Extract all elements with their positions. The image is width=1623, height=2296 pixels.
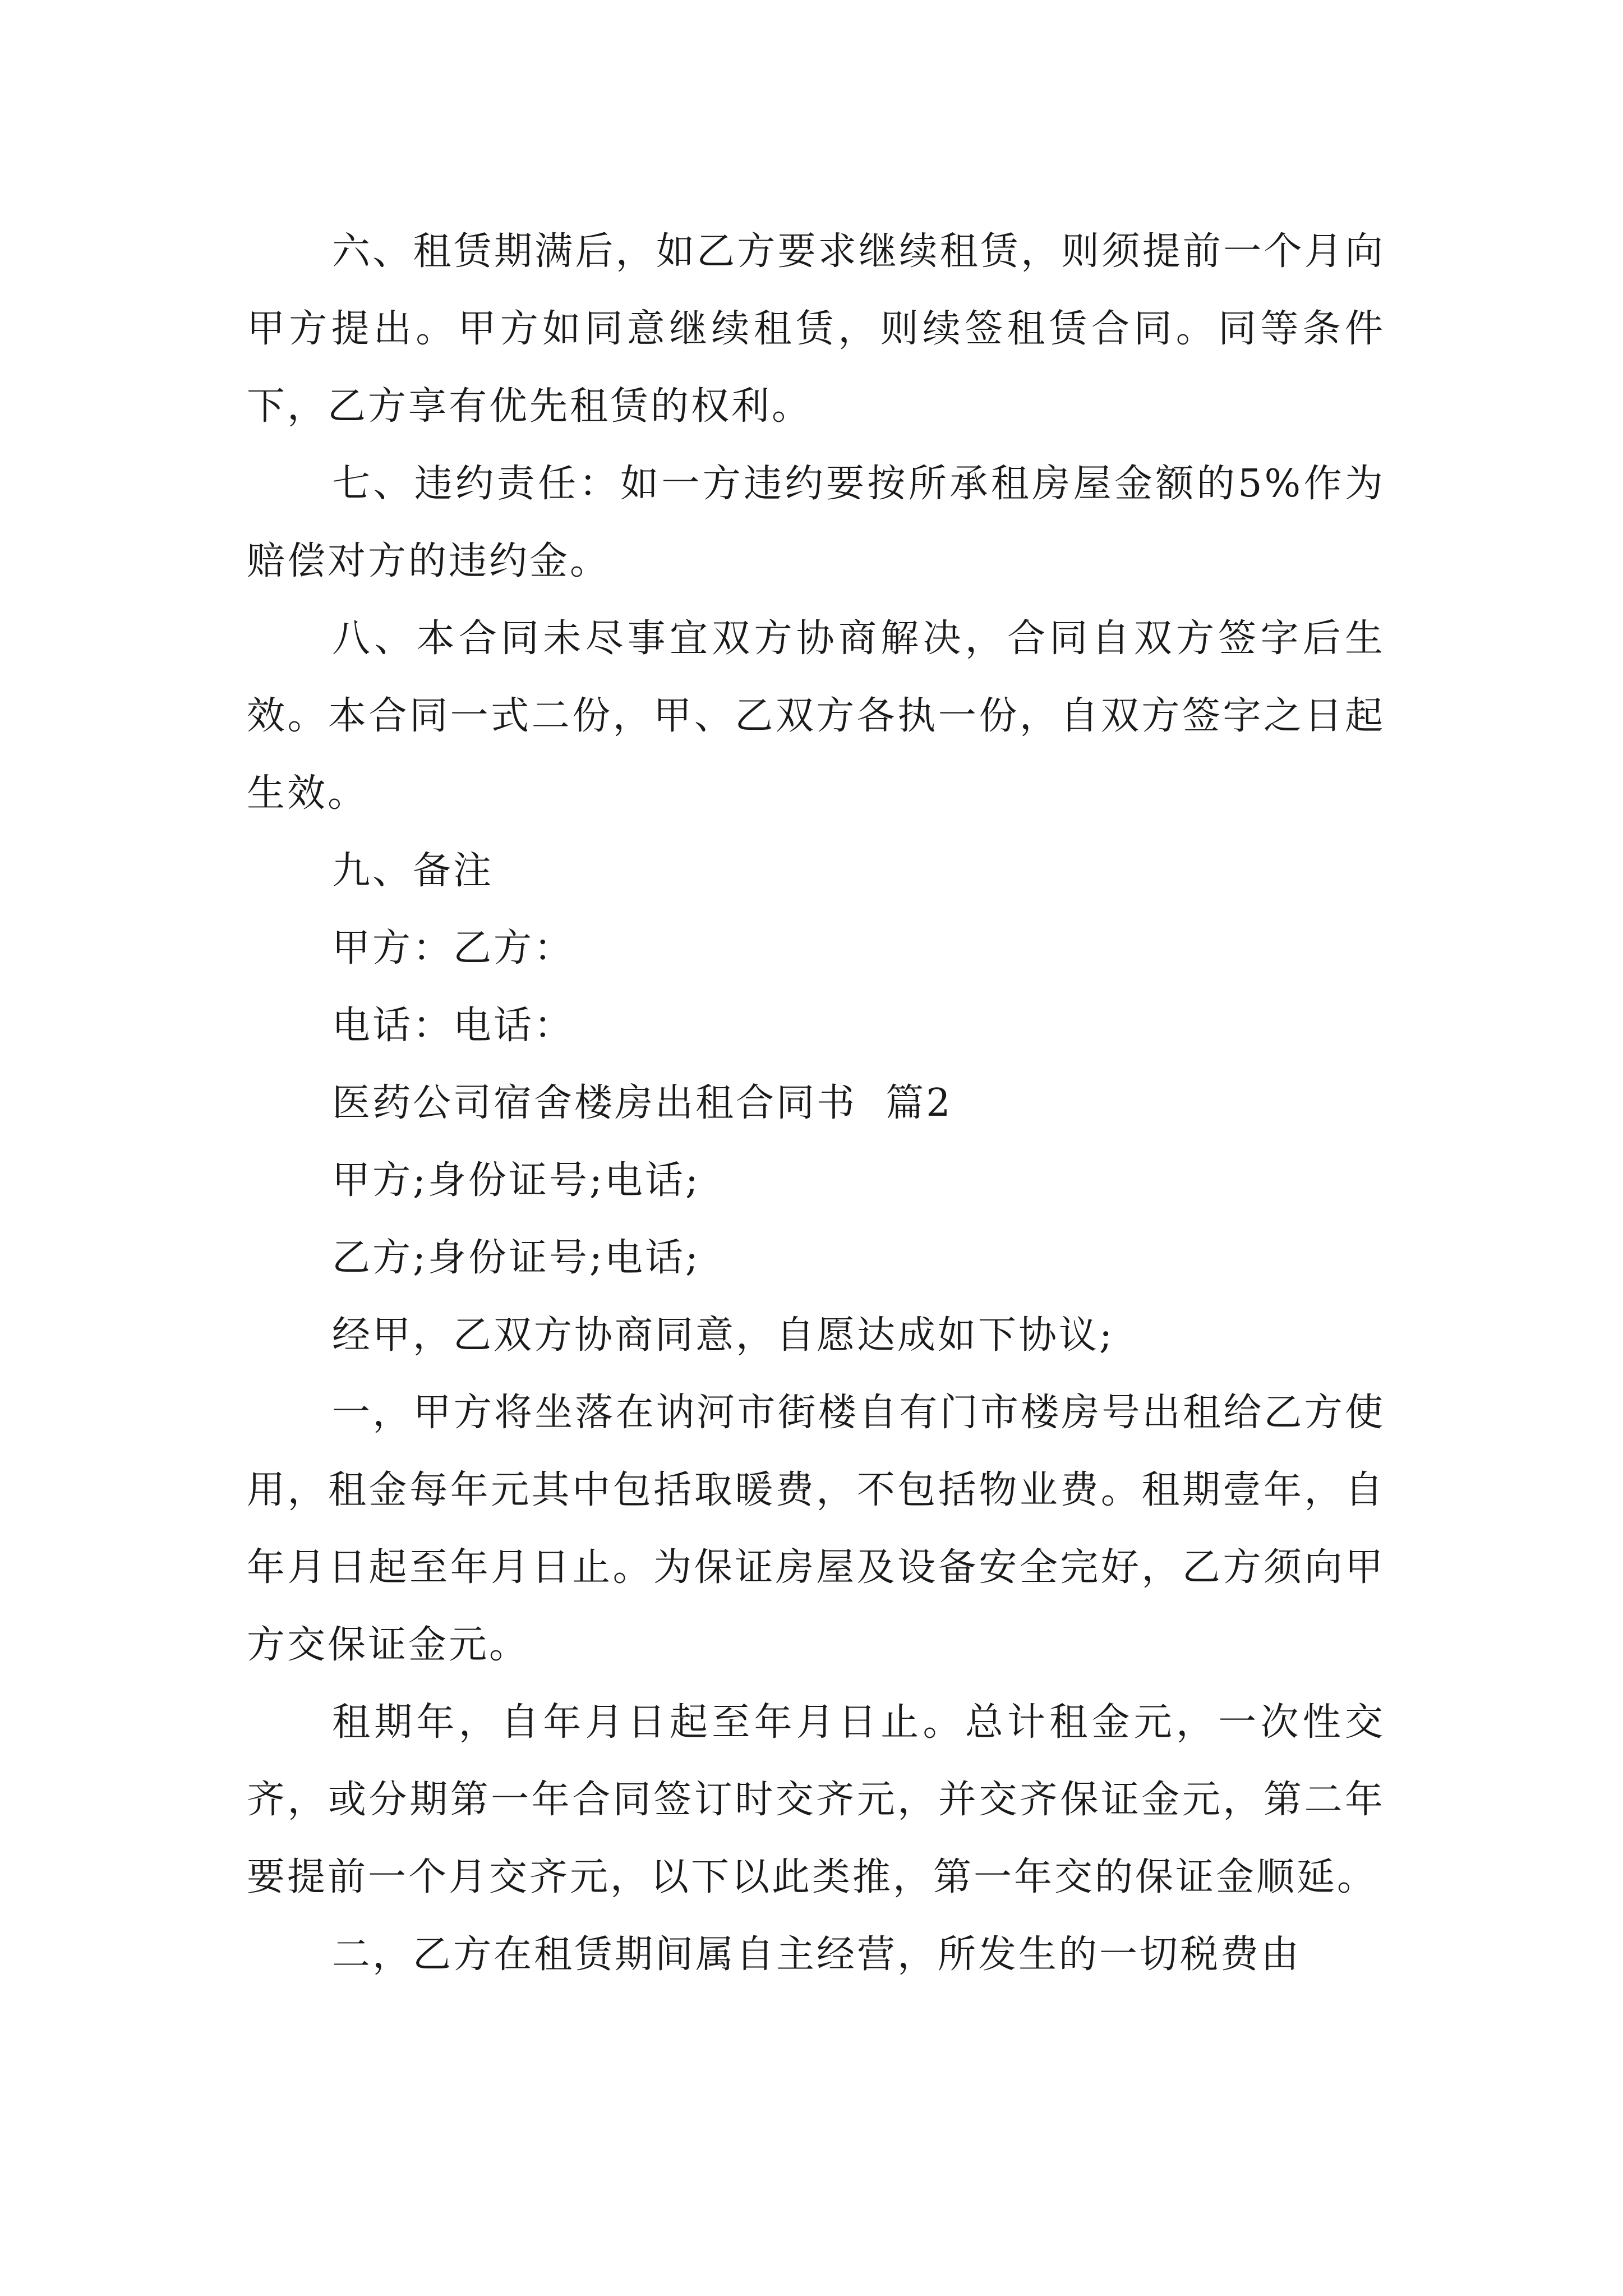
clause-seven-paragraph: 七、违约责任：如一方违约要按所承租房屋金额的5%作为赔偿对方的违约金。	[247, 462, 1385, 583]
clause-six-paragraph: 六、租赁期满后，如乙方要求继续租赁，则须提前一个月向甲方提出。甲方如同意继续租赁，则续签租赁合同。同等条件下，乙方享有优先租赁的权利。	[247, 229, 1385, 429]
lease-term-paragraph: 租期年，自年月日起至年月日止。总计租金元，一次性交齐，或分期第一年合同签订时交齐元，并交齐保证金元，第二年要提前一个月交齐元，以下以此类推，第一年交的保证金顺延。	[247, 1700, 1385, 1899]
party-a-line: 甲方;身份证号;电话;	[332, 1158, 700, 1203]
signature-phone-line: 电话：电话：	[332, 1004, 575, 1048]
section-title: 医药公司宿舍楼房出租合同书 篇2	[332, 1081, 953, 1125]
clause-nine-heading: 九、备注	[332, 849, 494, 893]
clause-eight-paragraph: 八、本合同未尽事宜双方协商解决，合同自双方签字后生效。本合同一式二份，甲、乙双方各执一份，自双方签字之日起生效。	[247, 616, 1385, 816]
signature-party-line: 甲方：乙方：	[332, 926, 575, 970]
clause-two-paragraph: 二，乙方在租赁期间属自主经营，所发生的一切税费由	[332, 1932, 1302, 1977]
party-b-line: 乙方;身份证号;电话;	[332, 1236, 700, 1280]
document-page	[247, 213, 1385, 1994]
agreement-intro: 经甲，乙双方协商同意，自愿达成如下协议;	[332, 1313, 1114, 1358]
clause-one-paragraph: 一，甲方将坐落在讷河市街楼自有门市楼房号出租给乙方使用，租金每年元其中包括取暖费，不包括物业费。租期壹年，自年月日起至年月日止。为保证房屋及设备安全完好，乙方须向甲方交保证金元。	[247, 1391, 1385, 1667]
